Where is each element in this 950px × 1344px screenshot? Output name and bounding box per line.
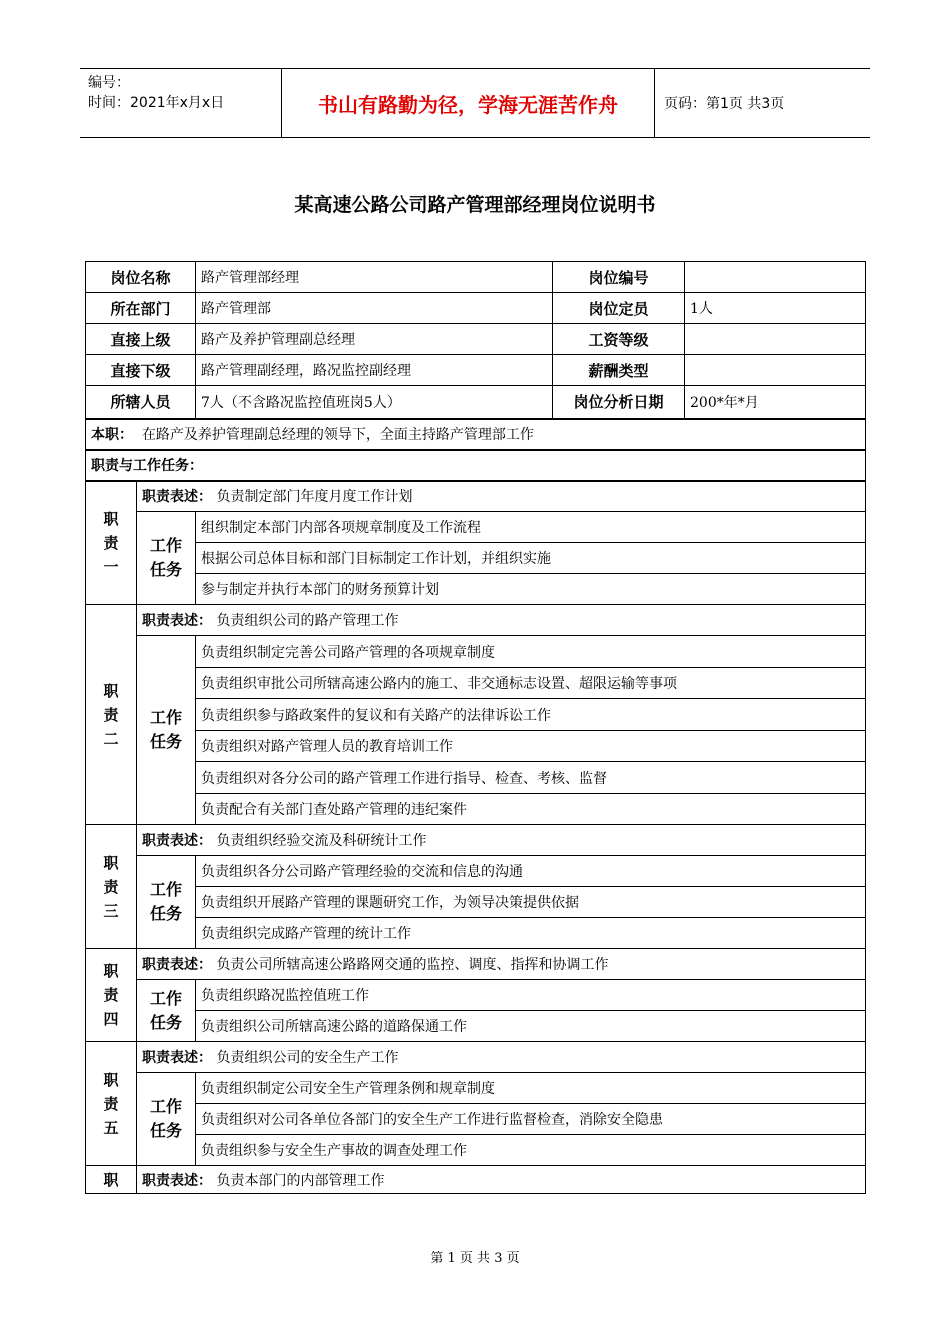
field-value: 路产管理部经理	[196, 262, 553, 293]
duty-label	[86, 949, 137, 1042]
page-header	[80, 68, 870, 138]
task-item: 负责组织路况监控值班工作	[196, 980, 866, 1011]
duty-label-char: 责	[103, 705, 119, 724]
task-label	[137, 856, 196, 949]
task-item: 负责组织开展路产管理的课题研究工作，为领导决策提供依据	[196, 887, 866, 918]
duty-label-char: 职	[103, 681, 119, 700]
field-value	[685, 324, 866, 355]
job-description-table	[85, 261, 866, 1194]
basic-info-row	[86, 324, 866, 355]
statement-text: 负责组织公司的路产管理工作	[216, 613, 399, 629]
field-label: 所辖人员	[86, 386, 196, 419]
header-page-info: 页码：第1页 共3页	[664, 96, 785, 112]
task-row	[86, 1135, 866, 1166]
task-item: 负责组织对公司各单位各部门的安全生产工作进行监督检查，消除安全隐患	[196, 1104, 866, 1135]
duty-label-char: 责	[103, 533, 119, 552]
task-item: 负责组织制定公司安全生产管理条例和规章制度	[196, 1073, 866, 1104]
field-value	[685, 262, 866, 293]
duty-statement	[137, 1042, 866, 1073]
document-title: 某高速公路公司路产管理部经理岗位说明书	[294, 194, 656, 216]
basic-info-row	[86, 386, 866, 419]
task-label-line: 任务	[150, 732, 183, 751]
task-item: 负责组织制定完善公司路产管理的各项规章制度	[196, 636, 866, 668]
duty-summary	[86, 419, 866, 450]
field-label: 岗位编号	[553, 262, 685, 293]
task-row	[86, 918, 866, 949]
field-label: 工资等级	[553, 324, 685, 355]
task-row	[86, 794, 866, 825]
duty-statement	[137, 825, 866, 856]
duty-label-char: 职	[103, 1070, 119, 1089]
duty-label	[86, 1042, 137, 1166]
task-item: 根据公司总体目标和部门目标制定工作计划，并组织实施	[196, 543, 866, 574]
task-label-line: 工作	[150, 1097, 183, 1116]
statement-text: 负责公司所辖高速公路路网交通的监控、调度、指挥和协调工作	[216, 957, 609, 973]
duty-label-char: 责	[103, 986, 119, 1004]
field-label: 岗位定员	[553, 293, 685, 324]
task-item: 组织制定本部门内部各项规章制度及工作流程	[196, 512, 866, 543]
duty-label-char: 二	[103, 729, 119, 748]
duty-statement-row	[86, 481, 866, 512]
task-label-line: 任务	[150, 904, 183, 923]
basic-info-row	[86, 355, 866, 386]
duty-label-char: 一	[103, 557, 119, 576]
task-item: 负责组织完成路产管理的统计工作	[196, 918, 866, 949]
task-row	[86, 731, 866, 762]
duty-summary-row	[86, 419, 866, 450]
duty-label-char: 职	[103, 509, 119, 528]
duty-label	[86, 605, 137, 825]
task-row	[86, 1104, 866, 1135]
statement-label: 职责表述：	[142, 613, 212, 629]
field-label: 所在部门	[86, 293, 196, 324]
field-value: 200*年*月	[685, 386, 866, 419]
duty-summary-text: 在路产及养护管理副总经理的领导下，全面主持路产管理部工作	[141, 427, 534, 443]
header-meta	[88, 73, 278, 113]
field-label: 岗位分析日期	[553, 386, 685, 419]
statement-label: 职责表述：	[142, 957, 212, 973]
task-item: 负责组织各分公司路产管理经验的交流和信息的沟通	[196, 856, 866, 887]
task-row	[86, 980, 866, 1011]
duty-statement	[137, 481, 866, 512]
task-label-line: 任务	[150, 1121, 183, 1140]
basic-info-row	[86, 262, 866, 293]
basic-info-row	[86, 293, 866, 324]
duties-heading: 职责与工作任务：	[86, 450, 866, 481]
task-label	[137, 512, 196, 605]
task-label-line: 工作	[150, 536, 183, 555]
task-label-line: 任务	[150, 560, 183, 579]
task-item: 负责组织参与路政案件的复议和有关路产的法律诉讼工作	[196, 699, 866, 731]
task-item: 负责组织审批公司所辖高速公路内的施工、非交通标志设置、超限运输等事项	[196, 668, 866, 699]
field-label: 薪酬类型	[553, 355, 685, 386]
statement-label: 职责表述：	[142, 833, 212, 849]
field-label: 直接上级	[86, 324, 196, 355]
task-row	[86, 887, 866, 918]
task-label-line: 任务	[150, 1012, 183, 1032]
time-label: 时间：2021年x月x日	[88, 95, 225, 111]
duty-statement-row	[86, 605, 866, 636]
statement-label: 职责表述：	[142, 1172, 212, 1189]
task-row	[86, 856, 866, 887]
duty-statement-row	[86, 825, 866, 856]
duty-label-char: 三	[103, 901, 119, 920]
header-motto: 书山有路勤为径，学海无涯苦作舟	[281, 69, 655, 137]
task-label-line: 工作	[150, 988, 183, 1008]
duty-label-char: 职	[103, 962, 119, 980]
task-row	[86, 1073, 866, 1104]
duty-statement	[137, 1166, 866, 1194]
task-item: 负责组织对各分公司的路产管理工作进行指导、检查、考核、监督	[196, 762, 866, 794]
duty-label-char: 五	[103, 1118, 119, 1137]
task-label-line: 工作	[150, 880, 183, 899]
duty-statement	[137, 949, 866, 980]
task-row	[86, 1011, 866, 1042]
task-row	[86, 574, 866, 605]
task-label	[137, 980, 196, 1042]
task-row	[86, 636, 866, 668]
duty-statement-row	[86, 1042, 866, 1073]
field-value: 路产管理副经理，路况监控副经理	[196, 355, 553, 386]
task-row	[86, 512, 866, 543]
page-footer: 第 1 页 共 3 页	[430, 1251, 520, 1266]
task-label	[137, 1073, 196, 1166]
statement-text: 负责制定部门年度月度工作计划	[216, 489, 413, 506]
task-item: 负责组织公司所辖高速公路的道路保通工作	[196, 1011, 866, 1042]
duty-label-char: 四	[103, 1010, 119, 1028]
field-value: 1人	[685, 293, 866, 324]
duty-label	[86, 1166, 137, 1194]
field-value	[685, 355, 866, 386]
number-label: 编号：	[88, 75, 130, 91]
statement-label: 职责表述：	[142, 1050, 212, 1066]
duty-summary-label: 本职：	[91, 427, 133, 443]
statement-text: 负责组织公司的安全生产工作	[216, 1050, 399, 1066]
duty-label-char: 责	[103, 1094, 119, 1113]
task-row	[86, 668, 866, 699]
task-item: 负责配合有关部门查处路产管理的违纪案件	[196, 794, 866, 825]
duty-statement-row	[86, 1166, 866, 1194]
task-row	[86, 762, 866, 794]
task-label	[137, 636, 196, 825]
duty-label-char: 职	[103, 853, 119, 872]
duty-statement	[137, 605, 866, 636]
duty-statement-row	[86, 949, 866, 980]
task-label-line: 工作	[150, 708, 183, 727]
duty-label-char: 职	[103, 1170, 119, 1189]
field-label: 岗位名称	[86, 262, 196, 293]
field-value: 路产及养护管理副总经理	[196, 324, 553, 355]
field-value: 路产管理部	[196, 293, 553, 324]
statement-text: 负责组织经验交流及科研统计工作	[216, 833, 427, 849]
statement-label: 职责表述：	[142, 489, 212, 506]
duty-label	[86, 481, 137, 605]
duty-label-char: 责	[103, 877, 119, 896]
task-item: 负责组织对路产管理人员的教育培训工作	[196, 731, 866, 762]
duty-label	[86, 825, 137, 949]
duties-heading-row	[86, 450, 866, 481]
field-label: 直接下级	[86, 355, 196, 386]
task-item: 负责组织参与安全生产事故的调查处理工作	[196, 1135, 866, 1166]
field-value: 7人（不含路况监控值班岗5人）	[196, 386, 553, 419]
statement-text: 负责本部门的内部管理工作	[216, 1172, 385, 1189]
task-item: 参与制定并执行本部门的财务预算计划	[196, 574, 866, 605]
task-row	[86, 699, 866, 731]
task-row	[86, 543, 866, 574]
